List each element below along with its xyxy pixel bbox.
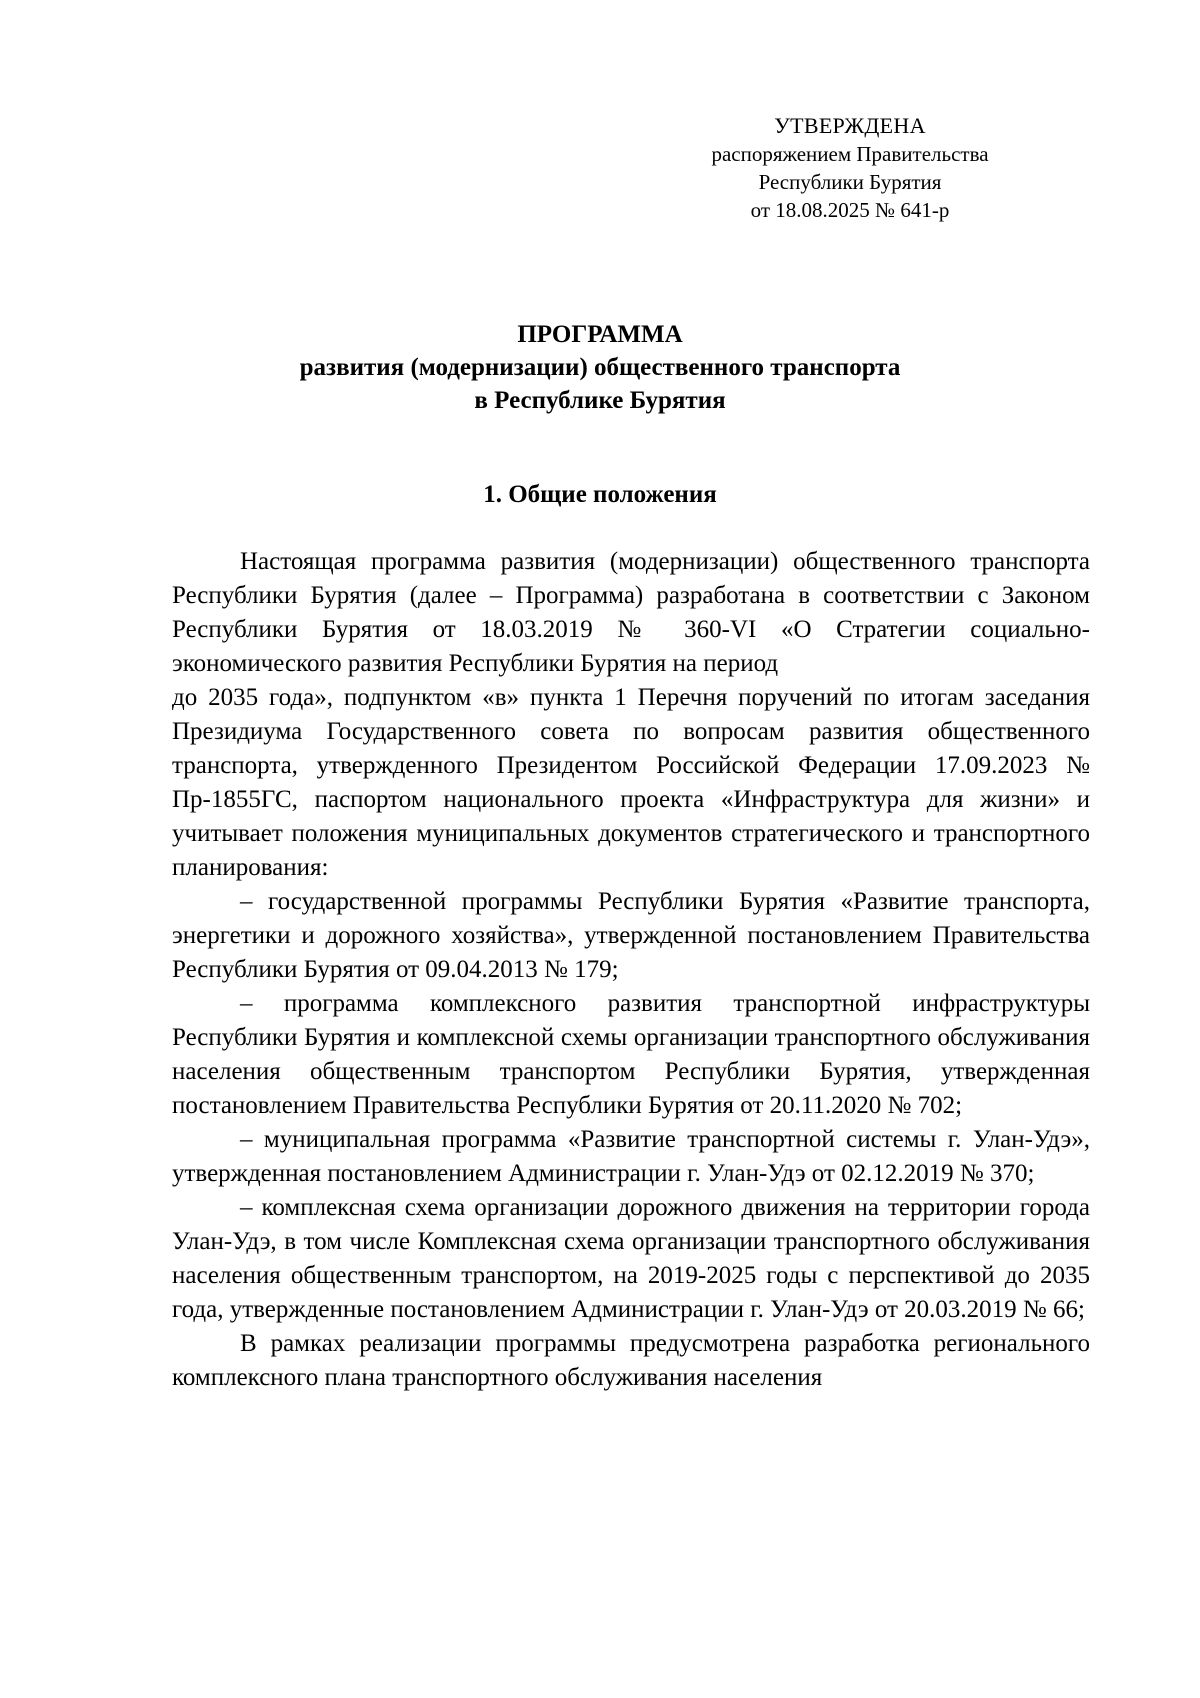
approval-line-decree: распоряжением Правительства — [711, 142, 989, 166]
approval-stamp — [680, 112, 1020, 224]
list-item: – комплексная схема организации дорожного движения на территории города Улан-Удэ, в том числе Комплексная схема организации транспортного обслуживания населения общественным транспортом, на 2019-2025 годы с перспективой до 2035 года, утвержденные постановлением Администрации г. Улан-Удэ от 20.03.2019 № 66; — [172, 1194, 1090, 1323]
list-item: – муниципальная программа «Развитие транспортной системы г. Улан-Удэ», утвержденная постановлением Администрации г. Улан-Удэ от 02.12.2019 № 370; — [172, 1126, 1090, 1187]
section-body — [172, 545, 1090, 1395]
document-title — [0, 318, 1200, 417]
paragraph: В рамках реализации программы предусмотрена разработка регионального комплексного плана транспортного обслуживания населения — [172, 1330, 1090, 1391]
list-item: – государственной программы Республики Бурятия «Развитие транспорта, энергетики и дорожного хозяйства», утвержденной постановлением Правительства Республики Бурятия от 09.04.2013 № 179; — [172, 888, 1090, 983]
approval-heading: УТВЕРЖДЕНА — [774, 113, 926, 138]
section-heading: 1. Общие положения — [483, 481, 717, 508]
document-title-line-2: развития (модернизации) общественного транспорта — [299, 354, 901, 381]
approval-line-date-number: от 18.08.2025 № 641-р — [750, 198, 950, 222]
paragraph: Настоящая программа развития (модернизации) общественного транспорта Республики Бурятия (далее – Программа) разработана в соответствии с Законом Республики Бурятия от 18.03.2019 № 360-VI «О Стратегии социально-экономического развития Республики Бурятия на период — [172, 548, 1090, 677]
paragraph: до 2035 года», подпунктом «в» пункта 1 Перечня поручений по итогам заседания Президиума Государственного совета по вопросам развития общественного транспорта, утвержденного Президентом Российской Федерации 17.09.2023 № Пр-1855ГС, паспортом национального проекта «Инфраструктура для жизни» и учитывает положения муниципальных документов стратегического и транспортного планирования: — [172, 684, 1090, 881]
approval-line-republic: Республики Бурятия — [758, 170, 942, 194]
document-title-line-3: в Республике Бурятия — [474, 387, 726, 414]
list-item: – программа комплексного развития транспортной инфраструктуры Республики Бурятия и комплексной схемы организации транспортного обслуживания населения общественным транспортом Республики Бурятия, утвержденная постановлением Правительства Республики Бурятия от 20.11.2020 № 702; — [172, 990, 1090, 1119]
document-title-line-1: ПРОГРАММА — [517, 321, 683, 348]
